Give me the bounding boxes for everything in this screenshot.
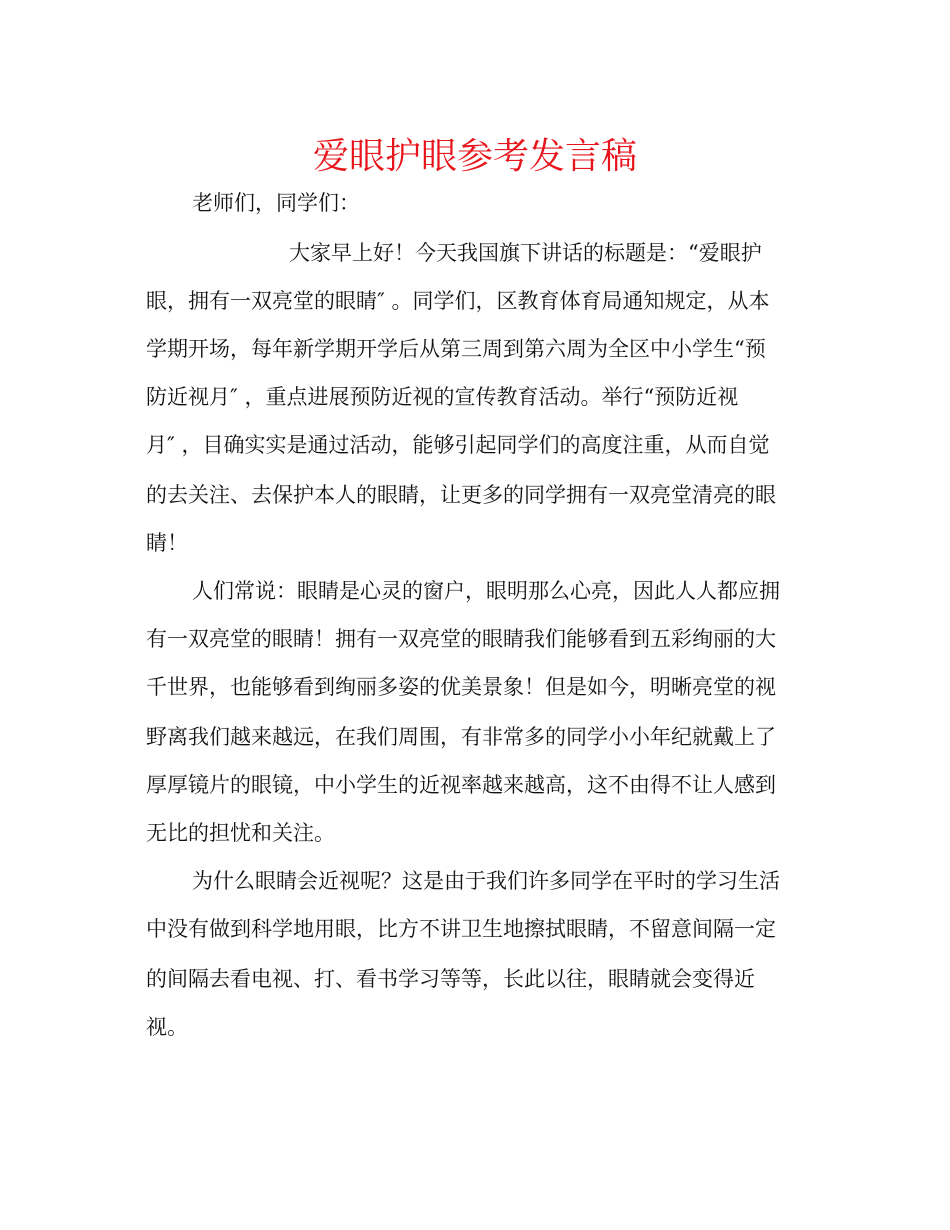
paragraph-line: 千世界，也能够看到绚丽多姿的优美景象！但是如今，明晰亮堂的视 — [146, 675, 776, 699]
paragraph-line: 的去关注、去保护本人的眼睛，让更多的同学拥有一双亮堂清亮的眼 — [146, 483, 776, 507]
paragraph-line: 为什么眼睛会近视呢？这是由于我们许多同学在平时的学习生活 — [192, 869, 780, 893]
paragraph-line: 防近视月″ ，重点进展预防近视的宣传教育活动。举行“预防近视 — [146, 385, 739, 409]
paragraph-line: 有一双亮堂的眼睛！拥有一双亮堂的眼睛我们能够看到五彩绚丽的大 — [146, 627, 776, 651]
paragraph-line: 人们常说：眼睛是心灵的窗户，眼明那么心亮，因此人人都应拥 — [192, 579, 780, 603]
greeting: 老师们，同学们： — [192, 191, 360, 215]
paragraph-line: 大家早上好！今天我国旗下讲话的标题是：“爱眼护 — [289, 241, 762, 265]
paragraph-line: 的间隔去看电视、打、看书学习等等，长此以往，眼睛就会变得近 — [146, 967, 755, 991]
paragraph-line: 视。 — [146, 1015, 188, 1039]
paragraph-line: 月″ ，目确实实是通过活动，能够引起同学们的高度注重，从而自觉 — [146, 433, 770, 457]
paragraph-line: 学期开场，每年新学期开学后从第三周到第六周为全区中小学生“预 — [146, 337, 766, 361]
paragraph-line: 厚厚镜片的眼镜，中小学生的近视率越来越高，这不由得不让人感到 — [146, 773, 776, 797]
document-title: 爱眼护眼参考发言稿 — [312, 136, 637, 177]
paragraph-line: 野离我们越来越远，在我们周围，有非常多的同学小小年纪就戴上了 — [146, 725, 776, 749]
paragraph-line: 中没有做到科学地用眼，比方不讲卫生地擦拭眼睛，不留意间隔一定 — [146, 917, 776, 941]
paragraph-line: 眼，拥有一双亮堂的眼睛″ 。同学们，区教育体育局通知规定，从本 — [146, 289, 770, 313]
paragraph-line: 无比的担忧和关注。 — [146, 821, 335, 845]
paragraph-line: 睛！ — [146, 531, 188, 555]
